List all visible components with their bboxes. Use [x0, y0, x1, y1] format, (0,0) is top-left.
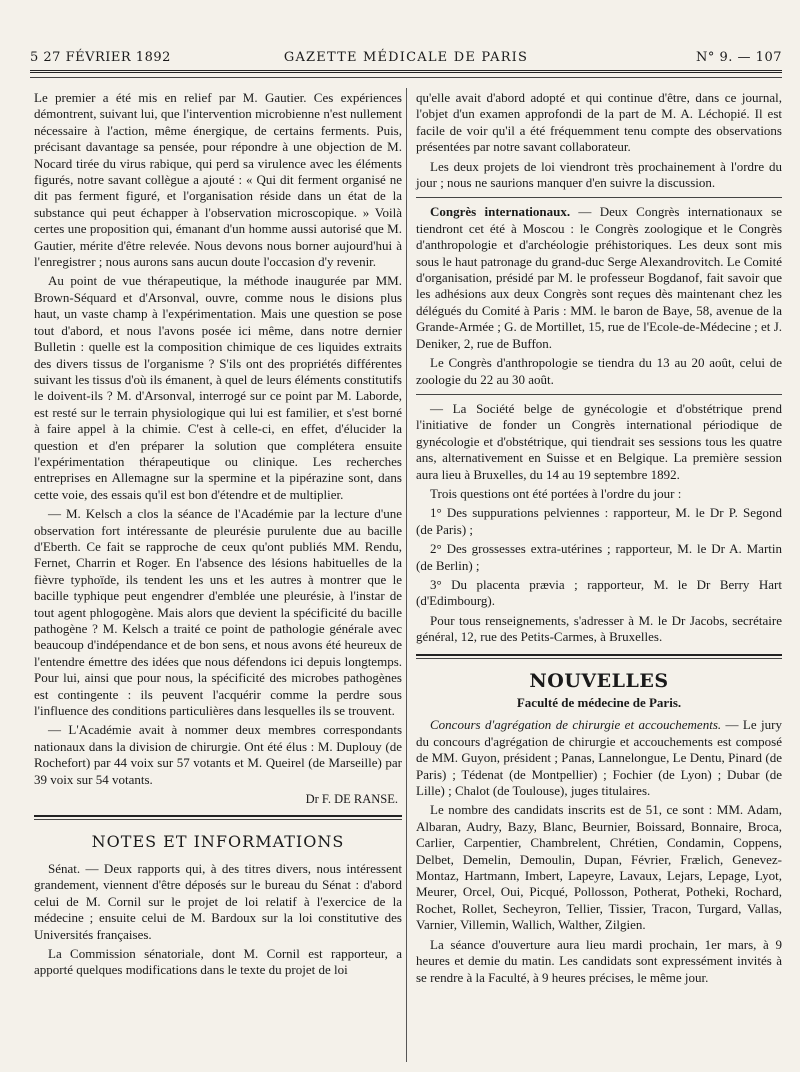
paragraph: Le premier a été mis en relief par M. Gautier. Ces expériences démontrent, suivant lui, que l'intervention microbienne n'est nullement nécessaire à l'action, même énergique, de certains ferments. Puis, précisant davantage sa pensée, pour répondre à une objection de M. Nocard tirée du virus rabique, qui perd sa virulence avec les éléments figurés, notre savant collègue a ajouté : « Qui dit ferment organisé ne dit pas ferment figuré, et l'organisation réside dans un état de la substance qui peut échapper à l'observation microscopique. » Voilà certes une proposition qui, émanant d'un homme aussi autorisé que M. Gautier, mérite d'être relevée. Nous devons nous borner aujourd'hui à l'enregistrer ; nous aurons sans aucun doute l'occasion d'y revenir. [34, 90, 402, 270]
concours-text: — Le jury du concours d'agrégation de chirurgie et accouchements est composé de MM. Guyon, président ; Panas, Lannelongue, Le Dentu, Pinard (de Paris) ; Tédenat (de Montpellier) ; Fochier (de Lyon) ; Dubar (de Lille) ; Chalot (de Toulouse), juges titulaires. [416, 717, 782, 799]
list-item: 3° Du placenta prævia ; rapporteur, M. le Dr Berry Hart (d'Edimbourg). [416, 576, 782, 609]
paragraph-concours [416, 717, 782, 799]
list-item: 1° Des suppurations pelviennes : rapporteur, M. le Dr P. Segond (de Paris) ; [416, 505, 782, 537]
paragraph: Le nombre des candidats inscrits est de 51, ce sont : MM. Adam, Albaran, Audry, Bazy, Blanc, Beurnier, Boissard, Bonnaire, Broca, Carlier, Carpentier, Chambrelent, Chrétien, Condamin, Coppens, Delbet, Demelin, Demoulin, Dupan, Février, Frælich, Genevez-Montaz, Hartmann, Imbert, Lapeyre, Lavaux, Lejars, Lepage, Lyot, Meurer, Orcel, Oui, Picqué, Pollosson, Potherat, Potheki, Rochard, Rochet, Rollet, Secheyron, Tellier, Tissier, Tracon, Turgard, Vallas, Varnier, Villemin, Wallich, Walther, Zilgien. [416, 802, 782, 933]
header-rule [30, 70, 782, 73]
paragraph: — La Société belge de gynécologie et d'obstétrique prend l'initiative de fonder un Congrès international périodique de gynécologie et d'obstétrique, qui tiendrait ses sessions tous les quatre ans, alternativement en Suisse et en Belgique. La première session aura lieu à Bruxelles, du 14 au 19 septembre 1892. [416, 400, 782, 482]
concours-lead: Concours d'agrégation de chirurgie et accouchements. [430, 717, 722, 733]
paragraph-congres [416, 204, 782, 352]
author-signature: Dr F. DE RANSE. [305, 792, 398, 807]
paragraph: Trois questions ont été portées à l'ordre du jour : [430, 485, 682, 501]
questions-list [416, 505, 782, 609]
left-column [34, 90, 402, 982]
paragraph: Sénat. — Deux rapports qui, à des titres divers, nous intéressent grandement, viennent d'être déposés sur le bureau du Sénat : d'abord celui de M. Cornil sur le projet de loi relatif à l'exercice de la médecine ; ensuite celui de M. Bardoux sur la loi constitutive des Universités françaises. [34, 860, 402, 942]
section-rule-thin [416, 658, 782, 659]
right-column [416, 90, 782, 989]
paragraph: Au point de vue thérapeutique, la méthode inaugurée par MM. Brown-Séquard et d'Arsonval, ouvre, comme nous le disions plus haut, un vaste champ à l'expérimentation. Mais une question se pose tout d'abord, et nous l'avons posée ici même, dans notre dernier Bulletin : quelle est la composition chimique de ces liquides extraits des divers tissus de l'organisme ? S'ils ont des propriétés différentes suivant les tissus d'où ils émanent, à quel de leurs éléments constitutifs le doivent-ils ? M. d'Arsonval, interrogé sur ce point par M. Laborde, est resté sur le terrain physiologique qui lui est familier, et s'est borné à faire appel à la chimie. C'est à celle-ci, en effet, d'élucider la question et d'en préparer la solution que complétera ensuite l'expérimentation thérapeutique ou clinique. Les recherches entreprises en Allemagne sur la spermine et la pipérazine sont, dans cette voie, des essais qu'il est bon d'étendre et de multiplier. [34, 273, 402, 502]
page-number: N° 9. — 107 [696, 50, 782, 65]
paragraph: La Commission sénatoriale, dont M. Cornil est rapporteur, a apporté quelques modifications dans le texte du projet de loi [34, 945, 402, 978]
congres-text: — Deux Congrès internationaux se tiendront cet été à Moscou : le Congrès zoologique et le Congrès d'anthropologie et d'archéologie préhistoriques. Les deux sont mis sous le haut patronage du grand-duc Serge Alexandrovitch. Le Comité d'organisation, présidé par M. le professeur Bogdanof, fait savoir que les adhésions aux deux Congrès sont reçues dès maintenant chez les délégués du Comité à Paris : MM. le baron de Baye, 58, avenue de la Grande-Armée ; G. de Mortillet, 15, rue de l'Ecole-de-Médecine ; et J. Deniker, 2, rue de Buffon. [416, 204, 782, 351]
paragraph: Les deux projets de loi viendront très prochainement à l'ordre du jour ; nous ne saurions manquer d'en suivre la discussion. [416, 158, 782, 191]
paragraph: — M. Kelsch a clos la séance de l'Académie par la lecture d'une observation fort intéressante de pleurésie purulente due au bacille d'Eberth. Ce fait se rapproche de ceux qu'ont publiés MM. Rendu, Fernet, Charrin et Roger. En l'absence des lésions habituelles de la fièvre typhoïde, ils tendent les uns et les autres à montrer que le bacille typhique peut engendrer d'emblée une pleurésie, à l'instar de tout agent phlogogène. Mais alors que devient la spécificité du bacille pathogène ? M. Kelsch a traité ce point de pathologie générale avec beaucoup d'indépendance et de bon sens, et nous avons été heureux de l'entendre émettre des idées que nous défendons ici depuis longtemps. Pour lui, ainsi que pour nous, la spécificité des microbes pathogènes est contingente : ils peuvent l'acquérir comme la perdre sous l'influence des conditions particulières dans lesquelles ils se trouvent. [34, 506, 402, 719]
paragraph: — L'Académie avait à nommer deux membres correspondants nationaux dans la division de chirurgie. Ont été élus : M. Duplouy (de Rochefort) par 44 voix sur 57 votants et M. Queirel (de Marseille) par 39 voix sur 54 votants. [34, 722, 402, 787]
congres-lead: Congrès internationaux. [430, 204, 571, 220]
section-title-notes: NOTES ET INFORMATIONS [91, 832, 345, 852]
column-divider [406, 88, 407, 1062]
page-header [30, 48, 782, 70]
paragraph: La séance d'ouverture aura lieu mardi prochain, 1er mars, à 9 heures et demie du matin. Les candidats sont expressément invités à se rendre à la Faculté, à 9 heures précises, le même jour. [416, 936, 782, 985]
paragraph: Le Congrès d'anthropologie se tiendra du 13 au 20 août, celui de zoologie du 22 au 30 août. [416, 355, 782, 387]
journal-title: GAZETTE MÉDICALE DE PARIS [283, 50, 529, 65]
section-rule [416, 654, 782, 656]
list-item: 2° Des grossesses extra-utérines ; rapporteur, M. le Dr A. Martin (de Berlin) ; [416, 541, 782, 573]
section-rule-thin [34, 819, 402, 820]
section-rule [34, 815, 402, 817]
paragraph: Pour tous renseignements, s'adresser à M. le Dr Jacobs, secrétaire général, 12, rue des Petits-Carmes, à Bruxelles. [416, 612, 782, 645]
section-rule-thin [416, 197, 782, 198]
paragraph: qu'elle avait d'abord adopté et qui continue d'être, dans ce journal, l'objet d'un examen approfondi de la part de M. A. Léchopié. Il est facile de voir qu'il a été fréquemment tenu compte des observations présentées par notre savant collaborateur. [416, 90, 782, 155]
issue-date: 5 27 FÉVRIER 1892 [30, 50, 171, 65]
header-rule-thin [30, 77, 782, 78]
section-title-nouvelles: NOUVELLES [529, 669, 669, 692]
section-rule-thin [416, 394, 782, 395]
faculte-heading: Faculté de médecine de Paris. [516, 695, 682, 710]
